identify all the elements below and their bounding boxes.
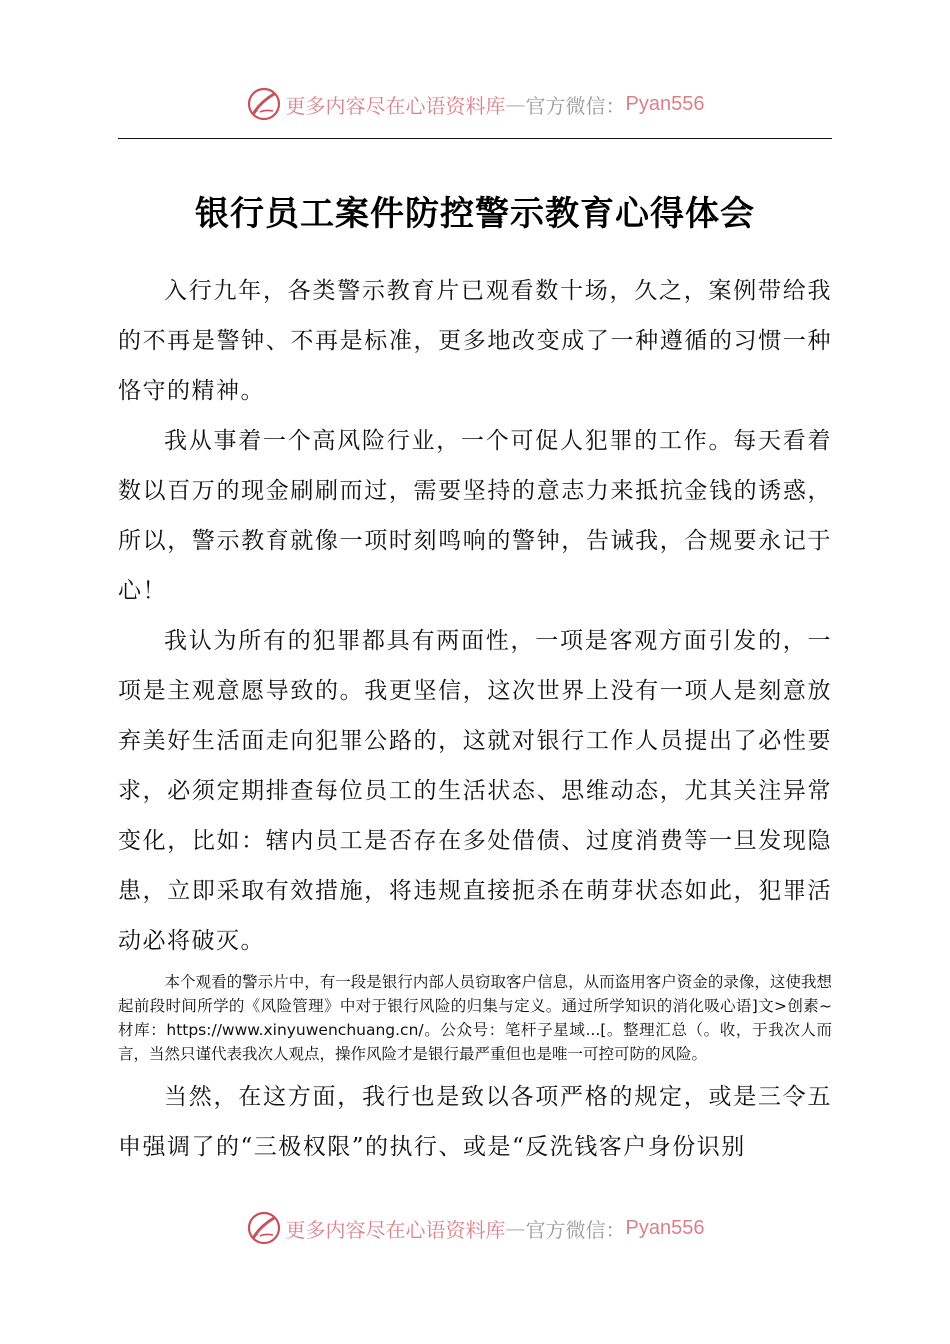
wechat-label: 官方微信：: [525, 93, 626, 118]
paragraph: 入行九年，各类警示教育片已观看数十场，久之，案例带给我的不再是警钟、不再是标准，更多地改变成了一种遵循的习惯一种恪守的精神。: [118, 278, 832, 404]
paragraph: 我认为所有的犯罪都具有两面性，一项是客观方面引发的，一项是主观意愿导致的。我更坚信，这次世界上没有一项人是刻意放弃美好生活面走向犯罪公路的，这就对银行工作人员提出了必性要求，必须定期排查每位员工的生活状态、思维动态，尤其关注异常变化，比如：辖内员工是否存在多处借债、过度消费等一旦发现隐患，立即采取有效措施，将违规直接扼杀在萌芽状态如此，犯罪活动必将破灭。: [118, 628, 832, 954]
wechat-id: Pyan556: [625, 92, 705, 115]
banner-text: 更多内容尽在心语资料库: [285, 93, 506, 118]
banner-separator: —: [505, 1216, 526, 1240]
header-banner: [0, 84, 950, 124]
paragraph: 我从事着一个高风险行业，一个可促人犯罪的工作。每天看着数以百万的现金刷刷而过，需要坚持的意志力来抵抗金钱的诱惑，所以，警示教育就像一项时刻鸣响的警钟，告诫我，合规要永记于心！: [118, 428, 832, 604]
footer-banner: [0, 1208, 950, 1248]
inserted-note: 本个观看的警示片中，有一段是银行内部人员窃取客户信息，从而盗用客户资金的录像，这使我想起前段时间所学的《风险管理》中对于银行风险的归集与定义。通过所学知识的消化吸心语]文>创素~材库：https://www.xinyuwenchuang.cn/。公众号：笔杆子星域...[。整理汇总（。收，于我次人而言，当然只谨代表我次人观点，操作风险才是银行最严重但也是唯一可控可防的风险。: [118, 973, 832, 1063]
pen-logo-icon: [246, 86, 282, 122]
paragraph: 当然，在这方面，我行也是致以各项严格的规定，或是三令五申强调了的“三极权限”的执行、或是“反洗钱客户身份识别: [118, 1084, 832, 1160]
wechat-label: 官方微信：: [525, 1217, 626, 1242]
document-body: [118, 266, 832, 1172]
document-title: 银行员工案件防控警示教育心得体会: [195, 194, 755, 234]
header-divider: [118, 138, 832, 139]
pen-logo-icon: [246, 1210, 282, 1246]
wechat-id: Pyan556: [625, 1216, 705, 1239]
banner-separator: —: [505, 92, 526, 116]
banner-text: 更多内容尽在心语资料库: [285, 1217, 506, 1242]
